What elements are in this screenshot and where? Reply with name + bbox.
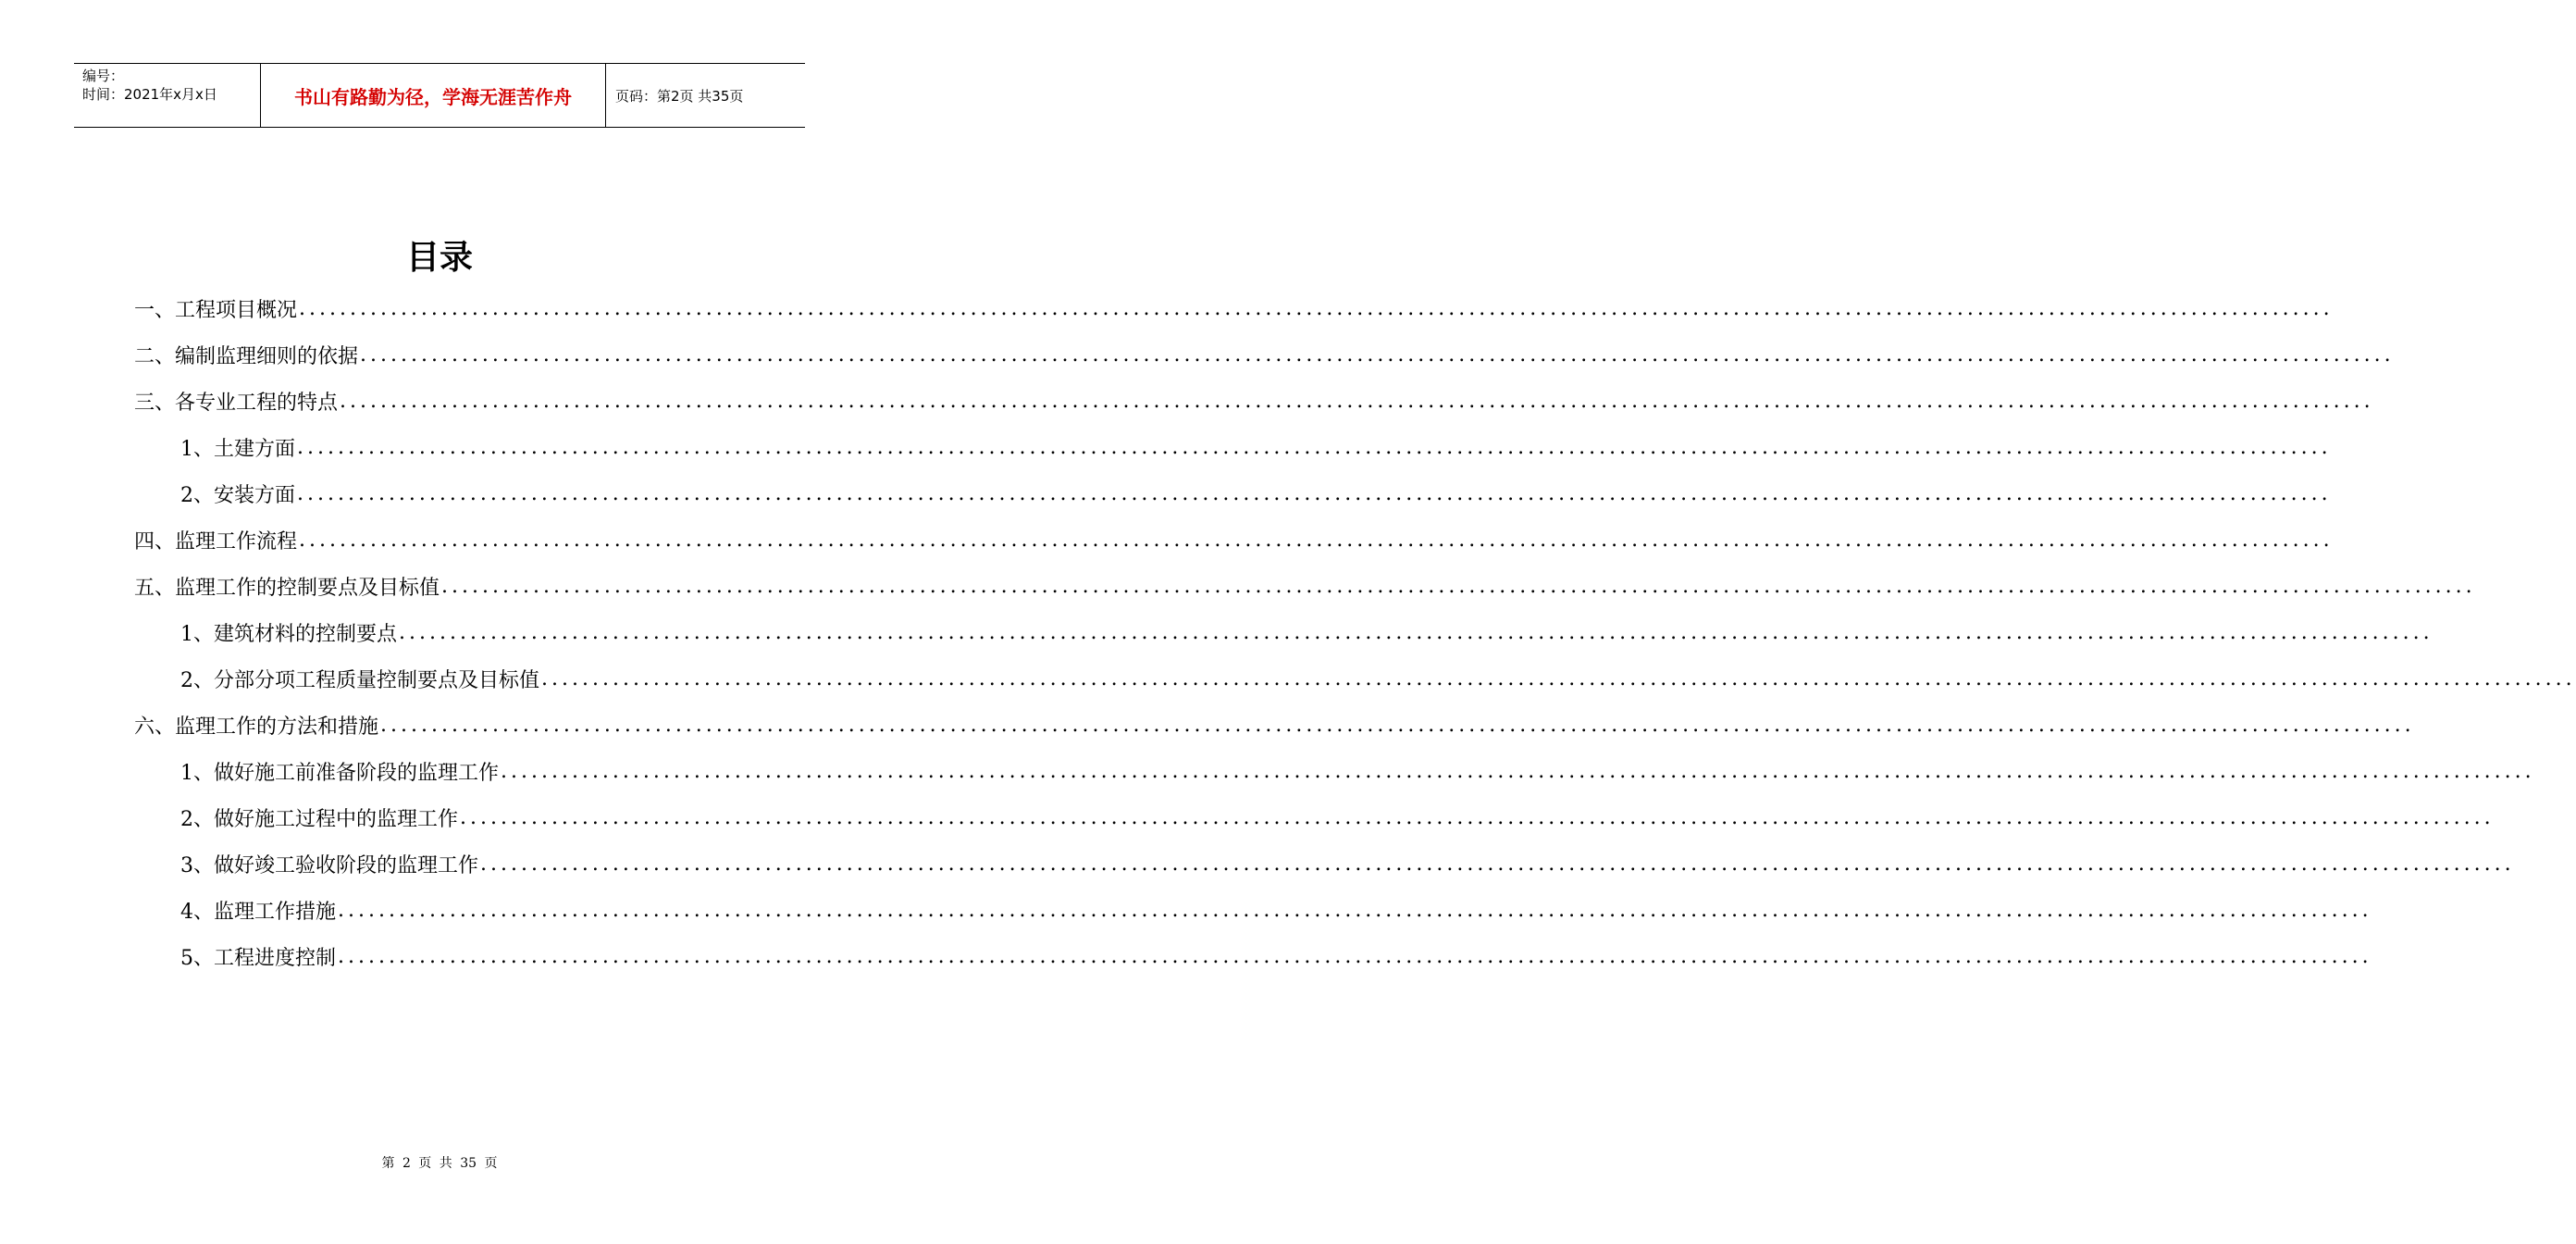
toc-item-text: 1、建筑材料的控制要点 bbox=[180, 622, 397, 646]
toc-leader-dots: ........................................................................................................................................................................................................ bbox=[441, 574, 2476, 598]
toc-leader-dots: ........................................................................................................................................................................................................ bbox=[297, 481, 2332, 505]
toc-leader-dots: ........................................................................................................................................................................................................ bbox=[340, 389, 2374, 413]
toc-item[interactable] bbox=[134, 563, 2476, 609]
toc-item[interactable] bbox=[134, 331, 2395, 378]
toc-item[interactable] bbox=[134, 933, 2372, 979]
toc-leader-dots: ........................................................................................................................................................................................................ bbox=[360, 342, 2395, 367]
toc-item[interactable] bbox=[134, 516, 2334, 563]
toc-item-text: 2、安装方面 bbox=[180, 483, 295, 507]
toc-item[interactable] bbox=[134, 424, 2332, 470]
toc-leader-dots: ........................................................................................................................................................................................................ bbox=[501, 759, 2535, 783]
toc-item[interactable] bbox=[134, 702, 2415, 748]
toc-item-text: 1、土建方面 bbox=[180, 437, 295, 461]
toc-item[interactable] bbox=[134, 609, 2434, 655]
header-meta bbox=[74, 64, 261, 127]
toc-leader-dots: ........................................................................................................................................................................................................ bbox=[460, 805, 2495, 829]
toc-item[interactable] bbox=[134, 378, 2374, 424]
toc-item-text: 1、做好施工前准备阶段的监理工作 bbox=[180, 761, 499, 785]
toc-leader-dots: ........................................................................................................................................................................................................ bbox=[297, 435, 2332, 459]
toc-item-text: 五、监理工作的控制要点及目标值 bbox=[134, 576, 440, 600]
toc-item[interactable] bbox=[134, 285, 2334, 331]
toc-item-text: 四、监理工作流程 bbox=[134, 529, 298, 554]
toc-item-text: 4、监理工作措施 bbox=[180, 900, 336, 924]
header-page-info: 页码：第2页 共35页 bbox=[615, 87, 744, 105]
toc-item[interactable] bbox=[134, 655, 2576, 702]
toc-leader-dots: ........................................................................................................................................................................................................ bbox=[299, 296, 2334, 320]
toc-leader-dots: ........................................................................................................................................................................................................ bbox=[380, 713, 2415, 737]
header-number-label: 编号： bbox=[82, 68, 125, 84]
toc-leader-dots: ........................................................................................................................................................................................................ bbox=[299, 528, 2334, 552]
toc-item[interactable] bbox=[134, 887, 2372, 933]
table-of-contents bbox=[134, 285, 2576, 979]
toc-item-text: 2、分部分项工程质量控制要点及目标值 bbox=[180, 668, 539, 692]
toc-item-text: 六、监理工作的方法和措施 bbox=[134, 715, 379, 739]
header-motto: 书山有路勤为径，学海无涯苦作舟 bbox=[261, 64, 606, 127]
toc-item[interactable] bbox=[134, 794, 2495, 840]
header-time-label: 时间：2021年x月x日 bbox=[82, 86, 217, 103]
toc-item[interactable] bbox=[134, 748, 2535, 794]
page-footer: 第 2 页 共 35 页 bbox=[381, 1156, 498, 1171]
toc-leader-dots: ........................................................................................................................................................................................................ bbox=[338, 898, 2372, 922]
toc-leader-dots: ........................................................................................................................................................................................................ bbox=[399, 620, 2434, 644]
page-title: 目录 bbox=[405, 239, 473, 277]
toc-leader-dots: ........................................................................................................................................................................................................ bbox=[480, 852, 2515, 876]
toc-item-text: 5、工程进度控制 bbox=[180, 946, 336, 970]
toc-item[interactable] bbox=[134, 840, 2515, 887]
toc-leader-dots: ........................................................................................................................................................................................................ bbox=[338, 944, 2372, 968]
toc-item-text: 三、各专业工程的特点 bbox=[134, 391, 339, 415]
toc-item[interactable] bbox=[134, 470, 2332, 516]
toc-leader-dots: ........................................................................................................................................................................................................ bbox=[541, 666, 2576, 690]
toc-item-text: 2、做好施工过程中的监理工作 bbox=[180, 807, 458, 831]
toc-item-text: 3、做好竣工验收阶段的监理工作 bbox=[180, 853, 478, 877]
page-header bbox=[74, 63, 805, 128]
toc-item-text: 二、编制监理细则的依据 bbox=[134, 344, 359, 368]
toc-item-text: 一、工程项目概况 bbox=[134, 298, 298, 322]
